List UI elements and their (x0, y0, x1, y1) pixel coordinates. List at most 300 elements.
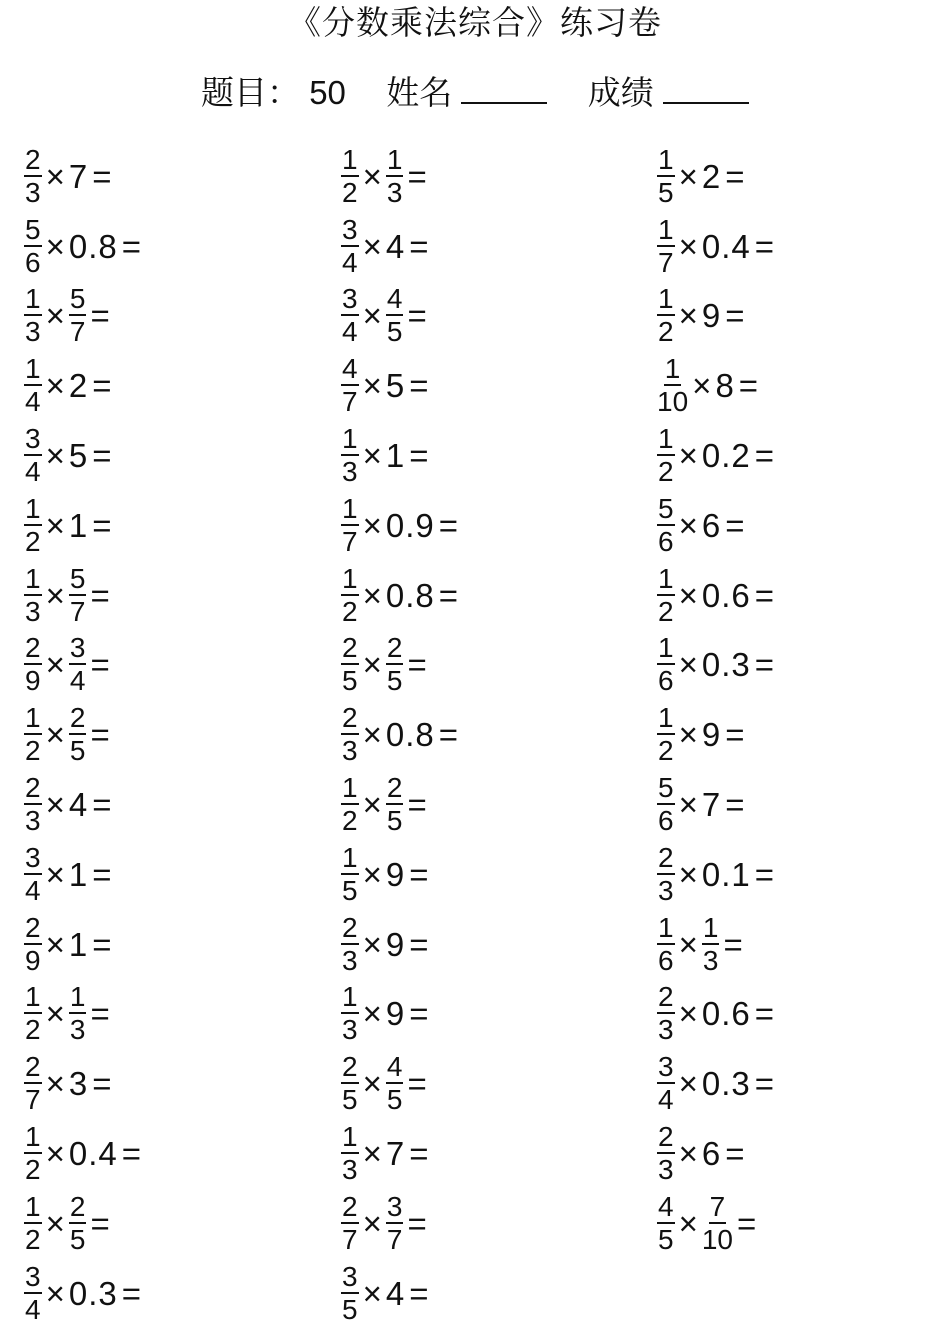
fraction (341, 703, 359, 767)
times-sign: × (362, 297, 382, 335)
equals-sign: = (438, 716, 459, 754)
times-sign: × (362, 367, 382, 405)
fraction (341, 773, 359, 837)
number: 0.1 (701, 855, 751, 893)
number: 8 (715, 367, 735, 405)
fraction (657, 982, 675, 1046)
fraction (341, 564, 359, 628)
problem-row (657, 1049, 950, 1119)
worksheet-title: 《分数乘法综合》练习卷 (288, 4, 662, 41)
fraction (341, 145, 359, 209)
times-sign: × (678, 1065, 698, 1103)
fraction-numerator: 1 (25, 981, 41, 1013)
number: 1 (385, 437, 406, 475)
fraction-numerator: 1 (664, 353, 681, 385)
problem-row (341, 1259, 651, 1329)
fraction (657, 215, 675, 279)
fraction-numerator: 3 (342, 1260, 358, 1292)
number: 5 (68, 437, 89, 475)
times-sign: × (45, 576, 65, 614)
fraction-denominator: 4 (25, 874, 41, 906)
problem-row (341, 491, 651, 561)
times-sign: × (45, 786, 65, 824)
fraction (24, 773, 42, 837)
times-sign: × (678, 1135, 698, 1173)
fraction-denominator: 5 (342, 874, 358, 906)
fraction-numerator: 2 (658, 1121, 674, 1153)
number: 7 (385, 1135, 406, 1173)
fraction-denominator: 3 (25, 805, 41, 837)
times-sign: × (362, 716, 382, 754)
fraction-denominator: 2 (342, 805, 358, 837)
fraction-denominator: 3 (25, 316, 41, 348)
fraction (657, 773, 675, 837)
times-sign: × (45, 1135, 65, 1173)
fraction (386, 1192, 404, 1256)
number: 7 (68, 157, 89, 195)
times-sign: × (362, 1135, 382, 1173)
fraction-denominator: 5 (69, 735, 86, 767)
number: 6 (701, 506, 722, 544)
equals-sign: = (90, 297, 110, 335)
fraction-numerator: 1 (25, 562, 41, 594)
equals-sign: = (407, 646, 427, 684)
fraction-denominator: 6 (658, 665, 674, 697)
fraction (24, 703, 42, 767)
fraction-denominator: 2 (658, 316, 674, 348)
fraction-numerator: 2 (25, 772, 41, 804)
times-sign: × (678, 297, 698, 335)
fraction-denominator: 3 (342, 456, 358, 488)
equals-sign: = (92, 855, 112, 893)
fraction-denominator: 7 (342, 1223, 358, 1255)
times-sign: × (678, 1204, 698, 1242)
fraction-denominator: 5 (342, 665, 358, 697)
equals-sign: = (737, 1204, 757, 1242)
problem-column-1 (24, 142, 334, 1329)
times-sign: × (45, 227, 65, 265)
equals-sign: = (409, 227, 429, 265)
problem-row (657, 840, 950, 910)
fraction (386, 284, 404, 348)
times-sign: × (678, 157, 698, 195)
fraction-numerator: 1 (25, 1121, 41, 1153)
fraction-numerator: 1 (25, 1190, 41, 1222)
times-sign: × (678, 925, 698, 963)
fraction-numerator: 2 (386, 772, 403, 804)
fraction-denominator: 5 (658, 176, 674, 208)
number: 9 (701, 297, 722, 335)
number: 0.3 (701, 1065, 751, 1103)
problem-row (24, 1259, 334, 1329)
fraction-denominator: 5 (386, 1084, 403, 1116)
equals-sign: = (407, 1065, 427, 1103)
problem-row (341, 421, 651, 491)
fraction-numerator: 2 (25, 632, 41, 664)
problem-row (24, 700, 334, 770)
fraction (69, 1192, 87, 1256)
equals-sign: = (725, 786, 745, 824)
name-blank[interactable] (461, 74, 547, 104)
fraction (341, 215, 359, 279)
problem-row (24, 980, 334, 1050)
problem-row (24, 631, 334, 701)
fraction-numerator: 1 (25, 492, 41, 524)
problem-column-2 (341, 142, 651, 1329)
times-sign: × (678, 786, 698, 824)
fraction-denominator: 7 (658, 246, 674, 278)
equals-sign: = (121, 1274, 142, 1312)
times-sign: × (362, 506, 382, 544)
fraction-numerator: 4 (386, 1051, 403, 1083)
number: 2 (701, 157, 722, 195)
fraction-denominator: 4 (69, 665, 86, 697)
equals-sign: = (407, 157, 427, 195)
times-sign: × (678, 995, 698, 1033)
fraction (702, 1192, 733, 1256)
equals-sign: = (90, 576, 110, 614)
fraction (341, 494, 359, 558)
equals-sign: = (90, 1204, 110, 1242)
number: 0.8 (385, 716, 435, 754)
problem-row (341, 561, 651, 631)
fraction-numerator: 2 (69, 1190, 86, 1222)
fraction-numerator: 1 (25, 353, 41, 385)
fraction (341, 1192, 359, 1256)
number: 9 (701, 716, 722, 754)
fraction-numerator: 5 (658, 492, 674, 524)
fraction-numerator: 5 (25, 213, 41, 245)
fraction-numerator: 1 (658, 562, 674, 594)
equals-sign: = (725, 506, 745, 544)
fraction-numerator: 1 (386, 143, 403, 175)
fraction (702, 913, 720, 977)
fraction-denominator: 3 (342, 944, 358, 976)
fraction-denominator: 6 (658, 944, 674, 976)
times-sign: × (362, 855, 382, 893)
times-sign: × (678, 716, 698, 754)
score-label: 成绩 (587, 74, 654, 111)
problem-row (24, 421, 334, 491)
fraction-numerator: 5 (69, 562, 86, 594)
number: 9 (385, 995, 406, 1033)
number: 0.9 (385, 506, 435, 544)
fraction-denominator: 3 (702, 944, 719, 976)
fraction-numerator: 1 (658, 911, 674, 943)
fraction (341, 1052, 359, 1116)
fraction (657, 633, 675, 697)
fraction-denominator: 5 (658, 1223, 674, 1255)
fraction-denominator: 2 (25, 1154, 41, 1186)
fraction-denominator: 2 (25, 1014, 41, 1046)
number: 6 (701, 1135, 722, 1173)
times-sign: × (362, 1274, 382, 1312)
fraction-numerator: 3 (386, 1190, 403, 1222)
equals-sign: = (90, 995, 110, 1033)
problem-row (341, 700, 651, 770)
number: 4 (385, 1274, 406, 1312)
equals-sign: = (754, 227, 775, 265)
problem-row (24, 491, 334, 561)
problem-row (657, 351, 950, 421)
problem-row (24, 1119, 334, 1189)
times-sign: × (362, 646, 382, 684)
fraction (69, 564, 87, 628)
fraction-denominator: 3 (342, 735, 358, 767)
times-sign: × (45, 925, 65, 963)
fraction-numerator: 4 (386, 283, 403, 315)
fraction-denominator: 3 (25, 595, 41, 627)
fraction-numerator: 1 (342, 841, 358, 873)
equals-sign: = (121, 1135, 142, 1173)
fraction-denominator: 7 (25, 1084, 41, 1116)
problem-row (341, 1189, 651, 1259)
fraction-denominator: 6 (658, 805, 674, 837)
fraction (341, 1122, 359, 1186)
problem-row (657, 770, 950, 840)
fraction-denominator: 2 (658, 456, 674, 488)
equals-sign: = (723, 925, 743, 963)
fraction-numerator: 3 (25, 423, 41, 455)
fraction-numerator: 3 (342, 213, 358, 245)
fraction-denominator: 4 (25, 386, 41, 418)
problem-row (657, 910, 950, 980)
fraction-numerator: 2 (25, 143, 41, 175)
fraction (341, 633, 359, 697)
times-sign: × (678, 227, 698, 265)
equals-sign: = (92, 437, 112, 475)
fraction (657, 354, 688, 418)
fraction-numerator: 2 (25, 1051, 41, 1083)
fraction-denominator: 5 (342, 1084, 358, 1116)
equals-sign: = (407, 297, 427, 335)
fraction-numerator: 3 (25, 1260, 41, 1292)
fraction (24, 982, 42, 1046)
problem-row (657, 1189, 950, 1259)
fraction (341, 424, 359, 488)
times-sign: × (362, 995, 382, 1033)
number: 1 (68, 855, 89, 893)
fraction-numerator: 1 (658, 702, 674, 734)
fraction (386, 633, 404, 697)
problem-row (24, 770, 334, 840)
fraction-denominator: 2 (25, 735, 41, 767)
problem-row (341, 910, 651, 980)
fraction-denominator: 6 (658, 525, 674, 557)
equals-sign: = (725, 157, 745, 195)
equals-sign: = (409, 437, 429, 475)
fraction (24, 633, 42, 697)
problem-row (341, 1049, 651, 1119)
number: 4 (385, 227, 406, 265)
number: 4 (68, 786, 89, 824)
fraction (341, 354, 359, 418)
fraction-denominator: 3 (69, 1014, 86, 1046)
fraction-numerator: 3 (658, 1051, 674, 1083)
equals-sign: = (754, 995, 775, 1033)
fraction-denominator: 10 (701, 1223, 734, 1255)
fraction-numerator: 2 (342, 1051, 358, 1083)
fraction-numerator: 2 (386, 632, 403, 664)
times-sign: × (692, 367, 712, 405)
problem-row (24, 351, 334, 421)
fraction-numerator: 5 (658, 772, 674, 804)
times-sign: × (45, 1065, 65, 1103)
number: 0.4 (68, 1135, 118, 1173)
score-blank[interactable] (663, 74, 749, 104)
problem-row (24, 1049, 334, 1119)
fraction-denominator: 7 (342, 386, 358, 418)
fraction (69, 703, 87, 767)
fraction-numerator: 2 (658, 841, 674, 873)
fraction (341, 913, 359, 977)
fraction-denominator: 7 (69, 595, 86, 627)
number: 9 (385, 925, 406, 963)
fraction-numerator: 1 (658, 283, 674, 315)
fraction-numerator: 7 (709, 1190, 726, 1222)
fraction-denominator: 9 (25, 665, 41, 697)
times-sign: × (362, 925, 382, 963)
equals-sign: = (92, 925, 112, 963)
equals-sign: = (409, 855, 429, 893)
times-sign: × (45, 995, 65, 1033)
fraction-numerator: 1 (342, 981, 358, 1013)
fraction-numerator: 2 (25, 911, 41, 943)
fraction-denominator: 9 (25, 944, 41, 976)
equals-sign: = (407, 1204, 427, 1242)
fraction-numerator: 1 (342, 1121, 358, 1153)
fraction (69, 633, 87, 697)
fraction (24, 424, 42, 488)
number: 3 (68, 1065, 89, 1103)
fraction-denominator: 4 (25, 456, 41, 488)
equals-sign: = (725, 297, 745, 335)
fraction-denominator: 7 (386, 1223, 403, 1255)
fraction-numerator: 2 (342, 911, 358, 943)
times-sign: × (362, 576, 382, 614)
fraction (657, 1122, 675, 1186)
fraction-numerator: 2 (342, 702, 358, 734)
fraction-numerator: 4 (342, 353, 358, 385)
times-sign: × (45, 855, 65, 893)
fraction (657, 494, 675, 558)
problem-row (24, 282, 334, 352)
fraction-denominator: 3 (25, 176, 41, 208)
equals-sign: = (409, 1274, 429, 1312)
equals-sign: = (407, 786, 427, 824)
problem-row (341, 1119, 651, 1189)
problem-row (341, 142, 651, 212)
fraction-denominator: 2 (342, 176, 358, 208)
equals-sign: = (92, 367, 112, 405)
fraction (657, 913, 675, 977)
number: 7 (701, 786, 722, 824)
problem-row (657, 1119, 950, 1189)
fraction (24, 843, 42, 907)
problem-row (24, 212, 334, 282)
equals-sign: = (409, 925, 429, 963)
fraction-numerator: 1 (342, 423, 358, 455)
count-value: 50 (309, 74, 346, 111)
fraction (24, 1192, 42, 1256)
fraction-numerator: 1 (342, 562, 358, 594)
problem-row (657, 282, 950, 352)
fraction (657, 564, 675, 628)
equals-sign: = (754, 437, 775, 475)
fraction-denominator: 2 (25, 525, 41, 557)
fraction (69, 982, 87, 1046)
fraction-denominator: 5 (342, 1293, 358, 1325)
fraction (24, 1052, 42, 1116)
equals-sign: = (409, 1135, 429, 1173)
number: 0.6 (701, 576, 751, 614)
number: 0.6 (701, 995, 751, 1033)
problem-row (657, 700, 950, 770)
fraction-denominator: 5 (386, 665, 403, 697)
fraction (24, 564, 42, 628)
equals-sign: = (738, 367, 759, 405)
problem-row (341, 840, 651, 910)
fraction-denominator: 4 (25, 1293, 41, 1325)
problem-column-3 (657, 142, 950, 1259)
problem-row (341, 770, 651, 840)
number: 0.3 (701, 646, 751, 684)
equals-sign: = (438, 506, 459, 544)
equals-sign: = (754, 576, 775, 614)
number: 0.8 (68, 227, 118, 265)
times-sign: × (678, 437, 698, 475)
equals-sign: = (409, 995, 429, 1033)
number: 0.3 (68, 1274, 118, 1312)
fraction-numerator: 1 (25, 283, 41, 315)
problem-row (341, 282, 651, 352)
number: 1 (68, 506, 89, 544)
times-sign: × (45, 157, 65, 195)
problem-row (341, 631, 651, 701)
fraction-denominator: 4 (658, 1084, 674, 1116)
fraction-numerator: 1 (342, 772, 358, 804)
number: 9 (385, 855, 406, 893)
problem-row (657, 980, 950, 1050)
fraction-denominator: 3 (658, 874, 674, 906)
fraction-numerator: 1 (342, 492, 358, 524)
times-sign: × (678, 646, 698, 684)
problem-row (657, 212, 950, 282)
fraction-denominator: 6 (25, 246, 41, 278)
fraction (24, 913, 42, 977)
fraction-numerator: 4 (658, 1190, 674, 1222)
problem-row (341, 212, 651, 282)
fraction-denominator: 3 (658, 1154, 674, 1186)
problem-row (24, 142, 334, 212)
equals-sign: = (92, 1065, 112, 1103)
fraction (24, 215, 42, 279)
fraction-denominator: 7 (69, 316, 86, 348)
fraction (386, 145, 404, 209)
equals-sign: = (754, 855, 775, 893)
equals-sign: = (92, 786, 112, 824)
fraction-numerator: 3 (342, 283, 358, 315)
fraction (657, 1192, 675, 1256)
problem-grid (0, 142, 950, 1342)
times-sign: × (678, 576, 698, 614)
fraction-numerator: 1 (342, 143, 358, 175)
fraction (341, 843, 359, 907)
equals-sign: = (754, 1065, 775, 1103)
number: 0.4 (701, 227, 751, 265)
fraction-denominator: 2 (658, 595, 674, 627)
times-sign: × (45, 716, 65, 754)
